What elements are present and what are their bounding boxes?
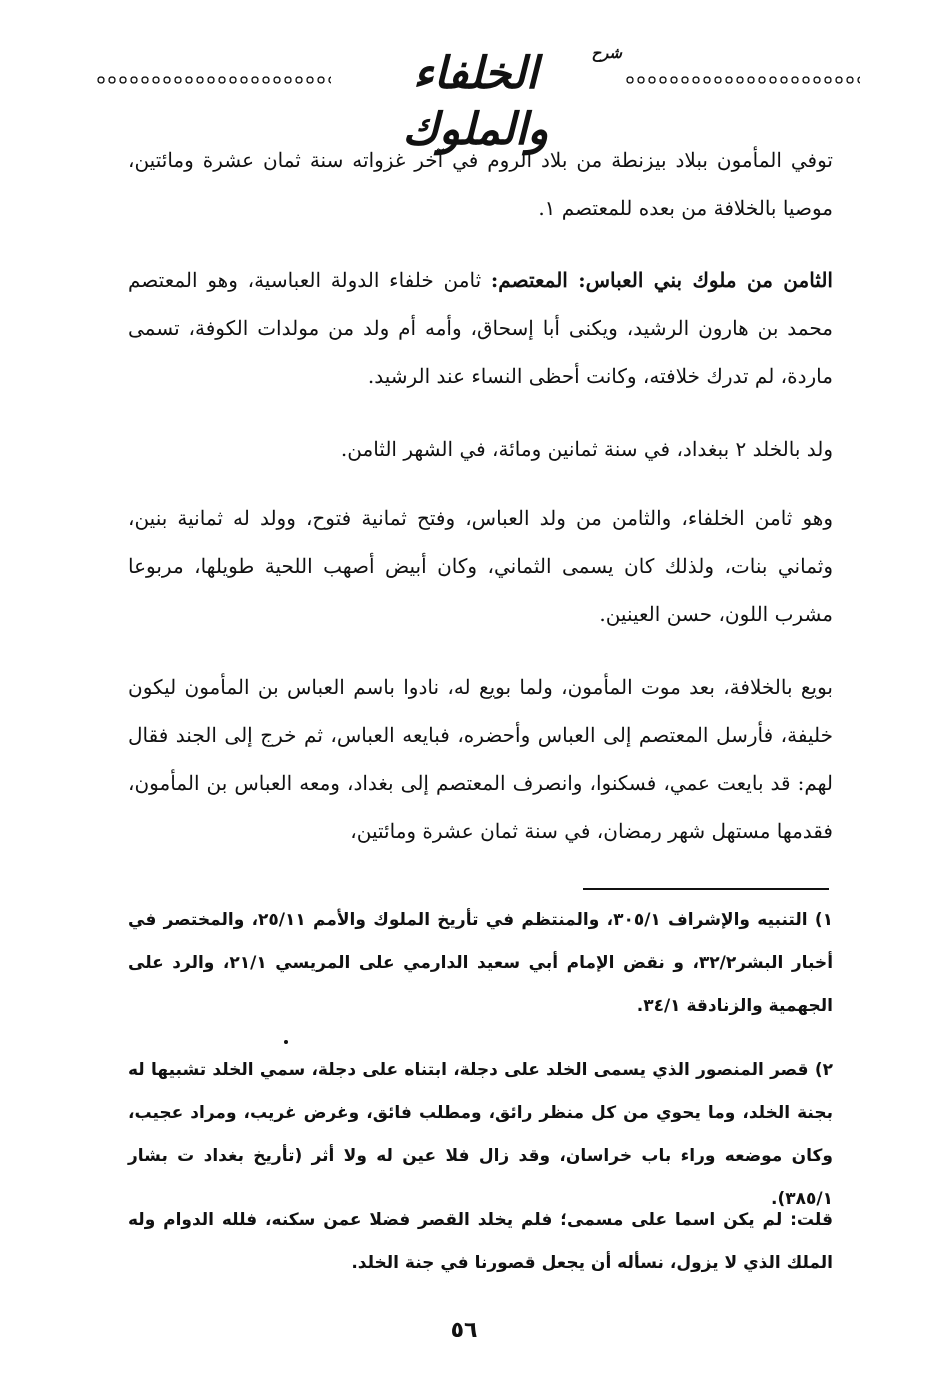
paragraph-4-text: وهو ثامن الخلفاء، والثامن من ولد العباس، وفتح ثمانية فتوح، وولد له ثمانية بنين، وثماني بنات، ولذلك كان يسمى الثماني، وكان أبيض أصهب اللحية طويلها، مربوعا مشرب اللون، حسن العينين.	[128, 506, 833, 626]
page-header	[90, 38, 860, 155]
stray-dot	[284, 1040, 288, 1044]
paragraph-2-text: ثامن خلفاء الدولة العباسية، وهو المعتصم محمد بن هارون الرشيد، ويكنى أبا إسحاق، وأمه أم ولد من مولدات الكوفة، تسمى ماردة، لم تدرك خلافته، وكانت أحظى النساء عند الرشيد.	[128, 268, 833, 388]
paragraph-1-text: توفي المأمون ببلاد بيزنطة من بلاد الروم في آخر غزواته سنة ثمان عشرة ومائتين، موصيا بالخلافة من بعده للمعتصم ١.	[128, 148, 833, 220]
paragraph-5	[128, 663, 833, 855]
footnote-separator	[583, 888, 829, 890]
paragraph-5-text: بويع بالخلافة، بعد موت المأمون، ولما بويع له، نادوا باسم العباس بن المأمون ليكون خليفة، فأرسل المعتصم إلى العباس وأحضره، فبايعه العباس، ثم خرج إلى الجند فقال لهم: قد بايعت عمي، فسكنوا، وانصرف المعتصم إلى بغداد، ومعه العباس بن المأمون، فقدمها مستهل شهر رمضان، في سنة ثمان عشرة ومائتين،	[128, 675, 833, 843]
header-ornament-right	[625, 74, 860, 86]
page-number: ٥٦	[450, 1318, 478, 1343]
paragraph-3	[128, 425, 833, 473]
section-heading: الثامن من ملوك بني العباس: المعتصم:	[490, 268, 833, 292]
paragraph-2	[128, 256, 833, 400]
footnote-1-text: ١) التنبيه والإشراف ٣٠٥/١، والمنتظم في تأريخ الملوك والأمم ٢٥/١١، والمختصر في أخبار البشر٣٢/٢، و نقض الإمام أبي سعيد الدارمي على المريسي ٢١/١، والرد على الجهمية والزنادقة ٣٤/١.	[128, 910, 834, 1016]
footnote-2	[128, 1049, 833, 1221]
paragraph-4	[128, 494, 833, 638]
footnote-1	[128, 899, 833, 1028]
header-ornament-left	[96, 74, 331, 86]
author-note-text: قلت: لم يكن اسما على مسمى؛ فلم يخلد القصر فضلا عمن سكنه، فلله الدوام وله الملك الذي لا يزول، نسأله أن يجعل قصورنا في جنة الخلد.	[128, 1210, 833, 1273]
header-prefix: شرح	[591, 44, 622, 62]
paragraph-3-text: ولد بالخلد ٢ ببغداد، في سنة ثمانين ومائة، في الشهر الثامن.	[340, 437, 833, 461]
book-title-calligraphy	[345, 38, 630, 155]
paragraph-1	[128, 136, 833, 232]
header-title: الخلفاء والملوك	[402, 48, 549, 155]
footnote-2-text: ٢) قصر المنصور الذي يسمى الخلد على دجلة، ابتناه على دجلة، سمي الخلد تشبيها له بجنة الخلد، وما يحوي من كل منظر رائق، ومطلب فائق، وغرض غريب، ومراد عجيب، وكان موضعه وراء باب خراسان، وقد زال فلا عين له ولا أثر (تأريخ بغداد ت بشار ٣٨٥/١).	[128, 1060, 833, 1209]
author-note	[128, 1199, 833, 1285]
